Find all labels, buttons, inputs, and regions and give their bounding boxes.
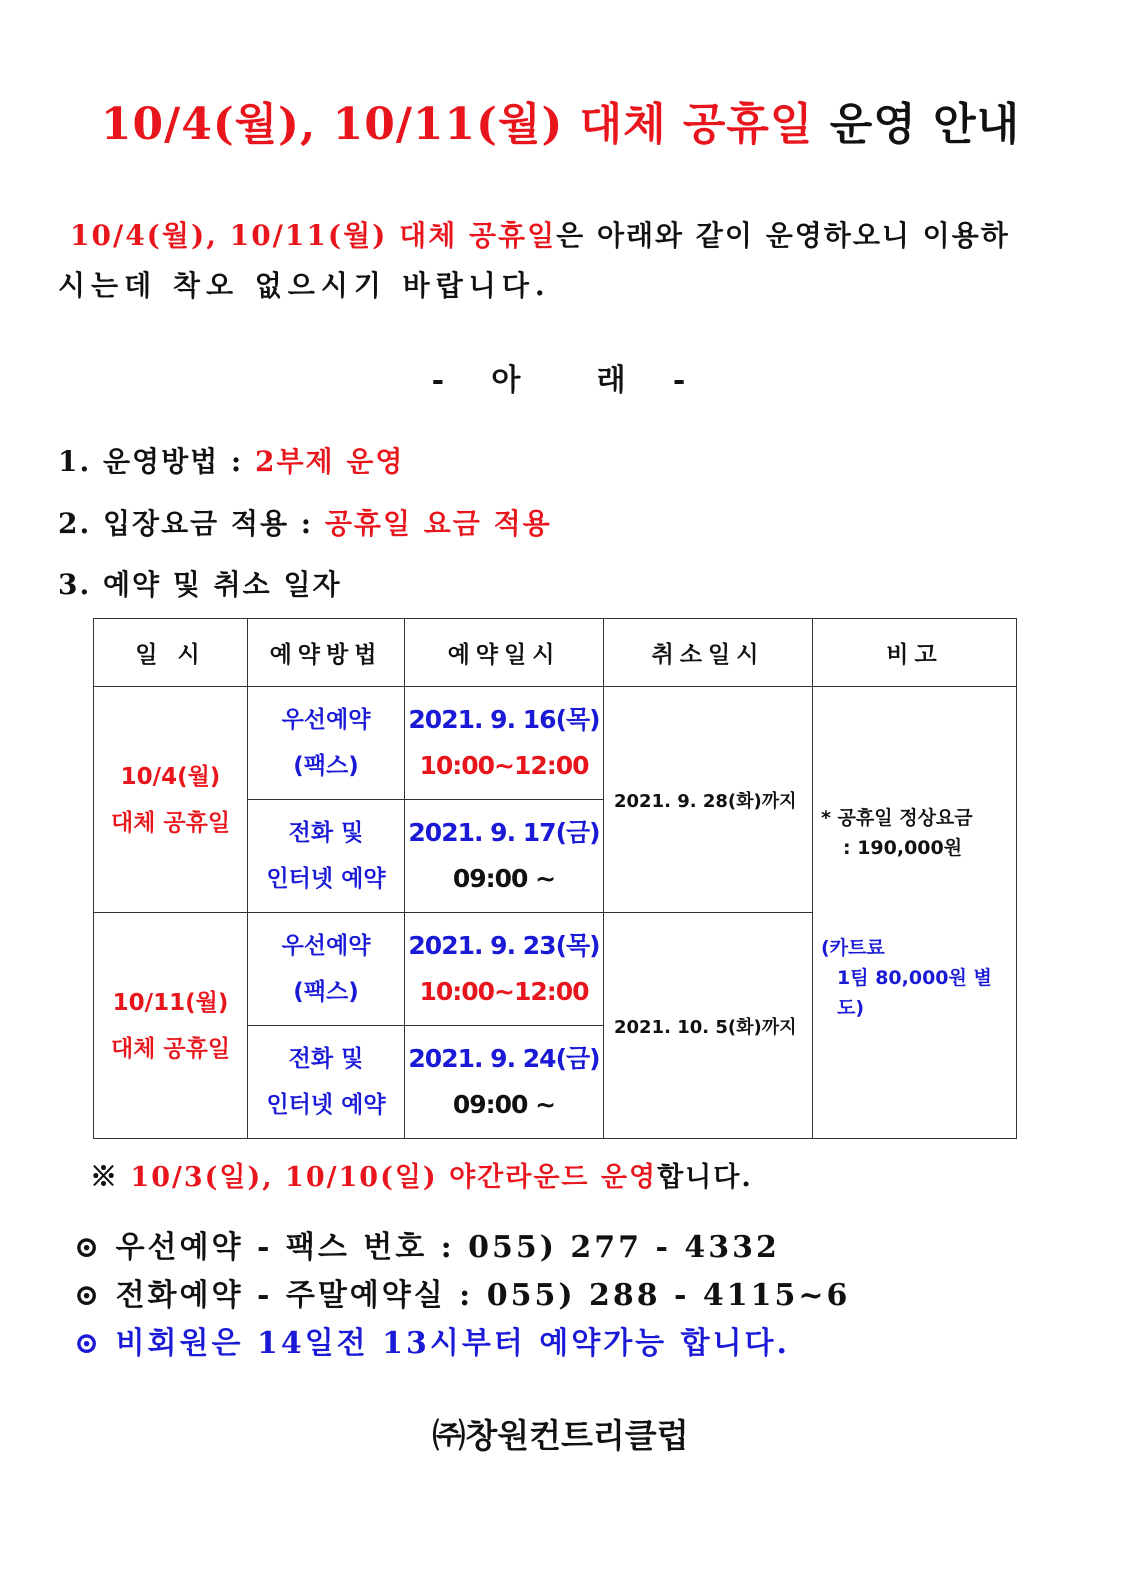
method-line: (팩스)	[293, 753, 359, 779]
reservation-time: 09:00 ~	[452, 864, 556, 893]
item-value: 2부제 운영	[255, 445, 405, 478]
title-highlight: 10/4(월), 10/11(월) 대체 공휴일	[100, 99, 814, 150]
below-heading: - 아 래 -	[431, 363, 690, 398]
header-method: 예약방법	[248, 619, 405, 687]
phone-contact-line: ⊙ 전화예약 - 주말예약실 : 055) 288 - 4115~6	[74, 1278, 851, 1313]
reservation-date: 2021. 9. 17(금)	[408, 818, 600, 847]
method-cell	[248, 913, 405, 1026]
method-line: 인터넷 예약	[266, 1092, 386, 1118]
night-round-notice	[90, 1155, 753, 1194]
day-date: 10/11(월)	[112, 989, 229, 1016]
item-label: 2. 입장요금 적용 :	[58, 507, 325, 540]
table-header-row	[94, 619, 1017, 687]
page-title	[0, 88, 1121, 152]
intro-highlight: 10/4(월), 10/11(월) 대체 공휴일	[70, 219, 557, 252]
method-line: 전화 및	[288, 820, 364, 846]
header-reservation-time: 예약일시	[405, 619, 604, 687]
reservation-date: 2021. 9. 16(목)	[408, 705, 600, 734]
title-rest: 운영 안내	[813, 99, 1021, 150]
reservation-time: 09:00 ~	[452, 1090, 556, 1119]
reservation-date: 2021. 9. 23(목)	[408, 931, 600, 960]
header-note: 비고	[813, 619, 1017, 687]
reservation-time: 10:00~12:00	[419, 977, 589, 1006]
day-cell	[94, 687, 248, 913]
reservation-cell	[405, 800, 604, 913]
item-label: 1. 운영방법 :	[58, 445, 256, 478]
notice-rest: 합니다.	[657, 1162, 753, 1193]
non-member-notice-line: ⊙ 비회원은 14일전 13시부터 예약가능 합니다.	[74, 1326, 790, 1361]
item-entry-fee	[58, 502, 552, 542]
intro-line-1	[70, 212, 1010, 260]
note-line: * 공휴일 정상요금	[821, 806, 973, 829]
note-line: 1팀 80,000원 별도)	[837, 966, 992, 1019]
intro-line-2: 시는데 착오 없으시기 바랍니다.	[58, 269, 551, 302]
schedule-table	[93, 618, 1017, 1139]
item-reservation-dates	[58, 563, 342, 603]
day-date: 10/4(월)	[120, 763, 221, 790]
reservation-time: 10:00~12:00	[419, 751, 589, 780]
day-cell	[94, 913, 248, 1139]
cancel-cell: 2021. 10. 5(화)까지	[604, 913, 813, 1139]
item-operation-method	[58, 440, 404, 480]
cancel-cell: 2021. 9. 28(화)까지	[604, 687, 813, 913]
note-line: : 190,000원	[843, 836, 963, 859]
intro-line-1-rest: 은 아래와 같이 운영하오니 이용하	[556, 219, 1010, 252]
method-line: 인터넷 예약	[266, 866, 386, 892]
method-cell	[248, 800, 405, 913]
method-line: 전화 및	[288, 1046, 364, 1072]
method-line: (팩스)	[293, 979, 359, 1005]
notice-highlight: 10/3(일), 10/10(일) 야간라운드 운영	[130, 1162, 658, 1193]
table-row	[94, 687, 1017, 800]
header-cancel-time: 취소일시	[604, 619, 813, 687]
day-label: 대체 공휴일	[110, 1035, 231, 1062]
item-value: 공휴일 요금 적용	[324, 507, 552, 540]
note-line: (카트료	[821, 936, 885, 959]
header-date: 일 시	[94, 619, 248, 687]
reservation-date: 2021. 9. 24(금)	[408, 1044, 600, 1073]
reservation-cell	[405, 1026, 604, 1139]
reservation-cell	[405, 687, 604, 800]
company-name: ㈜창원컨트리클럽	[432, 1416, 689, 1455]
method-line: 우선예약	[281, 707, 371, 733]
note-cell	[813, 687, 1017, 1139]
fax-contact-line: ⊙ 우선예약 - 팩스 번호 : 055) 277 - 4332	[74, 1230, 780, 1265]
method-cell	[248, 1026, 405, 1139]
method-cell	[248, 687, 405, 800]
item-label: 3. 예약 및 취소 일자	[58, 568, 342, 601]
reservation-cell	[405, 913, 604, 1026]
reference-mark: ※	[90, 1162, 131, 1193]
method-line: 우선예약	[281, 933, 371, 959]
day-label: 대체 공휴일	[110, 809, 231, 836]
